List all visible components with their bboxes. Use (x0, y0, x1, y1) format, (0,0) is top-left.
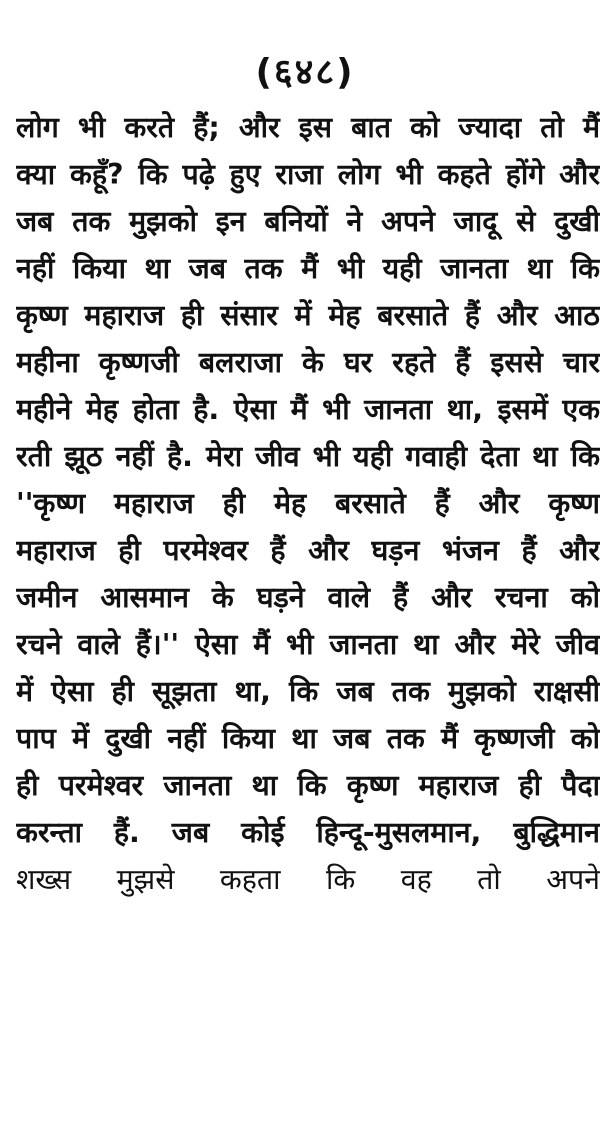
text-line: ही परमेश्वर जानता था कि कृष्ण महाराज ही पैदा (16, 769, 600, 802)
body-text (16, 104, 600, 903)
text-line: लोग भी करते हैं; और इस बात को ज्यादा तो मैं (16, 111, 600, 144)
text-line: शख्स मुझसे कहता कि वह तो अपने (16, 863, 600, 896)
text-line: रती झूठ नहीं है. मेरा जीव भी यही गवाही देता था कि (16, 440, 600, 473)
text-line: महाराज ही परमेश्वर हैं और घड़न भंजन हैं और (16, 534, 600, 567)
text-line: पाप में दुखी नहीं किया था जब तक मैं कृष्णजी को (16, 722, 600, 755)
text-line: जमीन आसमान के घड़ने वाले हैं और रचना को (16, 581, 600, 614)
text-line: जब तक मुझको इन बनियों ने अपने जादू से दुखी (16, 205, 600, 238)
text-line: में ऐसा ही सूझता था, कि जब तक मुझको राक्षसी (16, 675, 600, 708)
text-line: ''कृष्ण महाराज ही मेह बरसाते हैं और कृष्ण (16, 487, 600, 520)
text-line: नहीं किया था जब तक मैं भी यही जानता था कि (16, 252, 600, 285)
text-line: महीना कृष्णजी बलराजा के घर रहते हैं इससे चार (16, 346, 600, 379)
page-number: (६४८) (255, 52, 355, 93)
text-line: क्या कहूँ? कि पढ़े हुए राजा लोग भी कहते होंगे और (16, 158, 600, 191)
text-line: महीने मेह होता है. ऐसा मैं भी जानता था, इसमें एक (16, 393, 600, 426)
text-line: करन्ता हैं. जब कोई हिन्दू-मुसलमान, बुद्धिमान (16, 816, 600, 849)
text-line: रचने वाले हैं।'' ऐसा मैं भी जानता था और मेरे जीव (16, 628, 600, 661)
text-line: कृष्ण महाराज ही संसार में मेह बरसाते हैं और आठ (16, 299, 600, 332)
